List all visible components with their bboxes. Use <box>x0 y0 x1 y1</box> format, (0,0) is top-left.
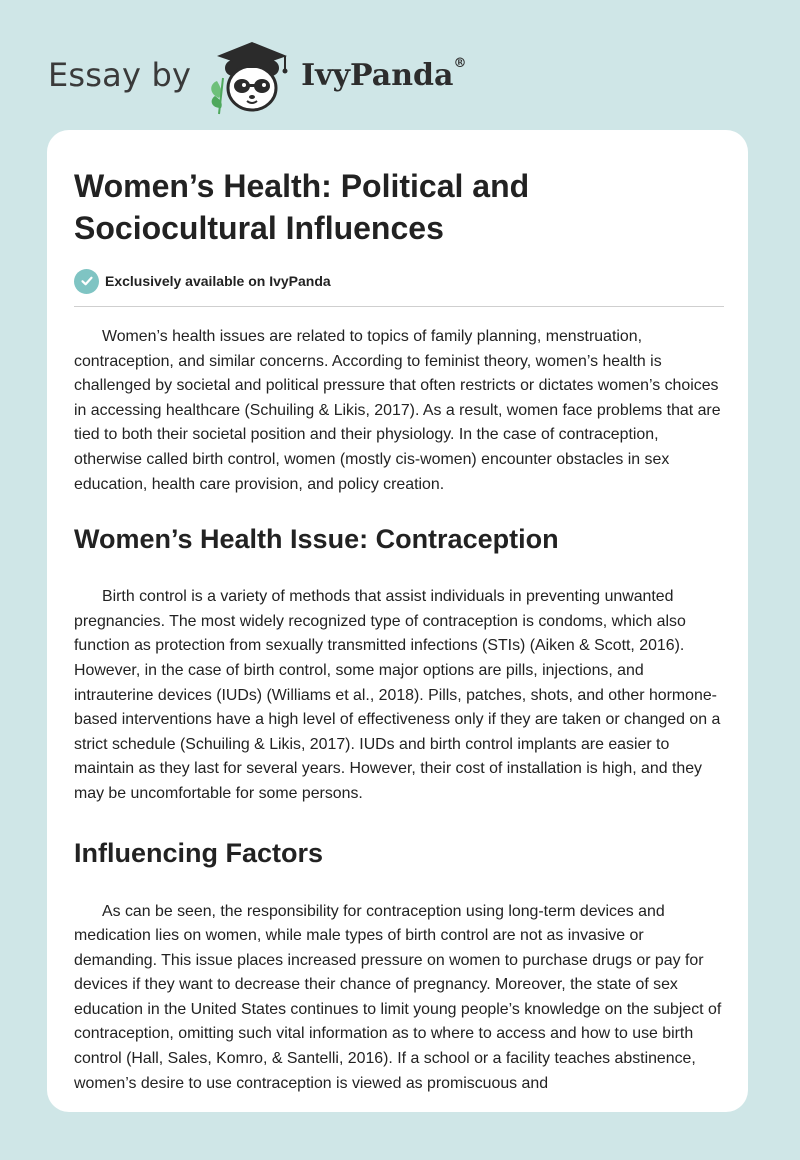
brand-name[interactable]: IvyPanda® <box>301 55 467 93</box>
paragraph-contraception: Birth control is a variety of methods that assist individuals in preventing unwanted pregnancies. The most widely recognized type of contraception is condoms, which also function as protection from sexually transmitted infections (STIs) (Aiken & Scott, 2016). However, in the case of birth control, some major options are pills, injections, and intrauterine devices (IUDs) (Williams et al., 2018). Pills, patches, shots, and other hormone-based interventions have a high level of effectiveness only if they are taken or changed on a strict schedule (Schuiling & Likis, 2017). IUDs and birth control implants are easier to maintain as they last for several years. However, their cost of installation is high, and they may be uncomfortable for some persons. <box>74 588 721 802</box>
divider <box>74 306 724 307</box>
essay-by-label: Essay by <box>48 56 192 94</box>
essay-content <box>74 165 724 1096</box>
paragraph-influencing-factors: As can be seen, the responsibility for contraception using long-term devices and medication lies on women, while male types of birth control are not as invasive or demanding. This issue places increased pressure on women to purchase drugs or pay for devices if they want to decrease their chance of pregnancy. Moreover, the state of sex education in the United States continues to limit young people’s knowledge on the subject of contraception, omitting such vital information as to where to access and how to use birth control (Hall, Sales, Komro, & Santelli, 2016). If a school or a facility teaches abstinence, women’s desire to use contraception is viewed as promiscuous and <box>74 902 722 1092</box>
exclusive-badge <box>74 267 724 295</box>
check-icon <box>74 269 99 294</box>
paragraph-intro: Women’s health issues are related to topics of family planning, menstruation, contraception, and similar concerns. According to feminist theory, women’s health is challenged by societal and political pressure that often restricts or dictates women’s choices in accessing healthcare (Schuiling & Likis, 2017). As a result, women face problems that are tied to both their societal position and their physiology. In the case of contraception, otherwise called birth control, women (mostly cis-women) encounter obstacles in sex education, health care provision, and policy creation. <box>74 328 721 493</box>
page-title: Women’s Health: Political and Sociocultural Influences <box>74 168 530 246</box>
essay-card <box>47 130 748 1112</box>
section-heading-contraception: Women’s Health Issue: Contraception <box>74 524 559 555</box>
panda-graduate-icon <box>205 34 297 116</box>
exclusive-label: Exclusively available on IvyPanda <box>105 273 331 289</box>
section-heading-influencing-factors: Influencing Factors <box>74 837 324 868</box>
site-header <box>48 30 466 120</box>
